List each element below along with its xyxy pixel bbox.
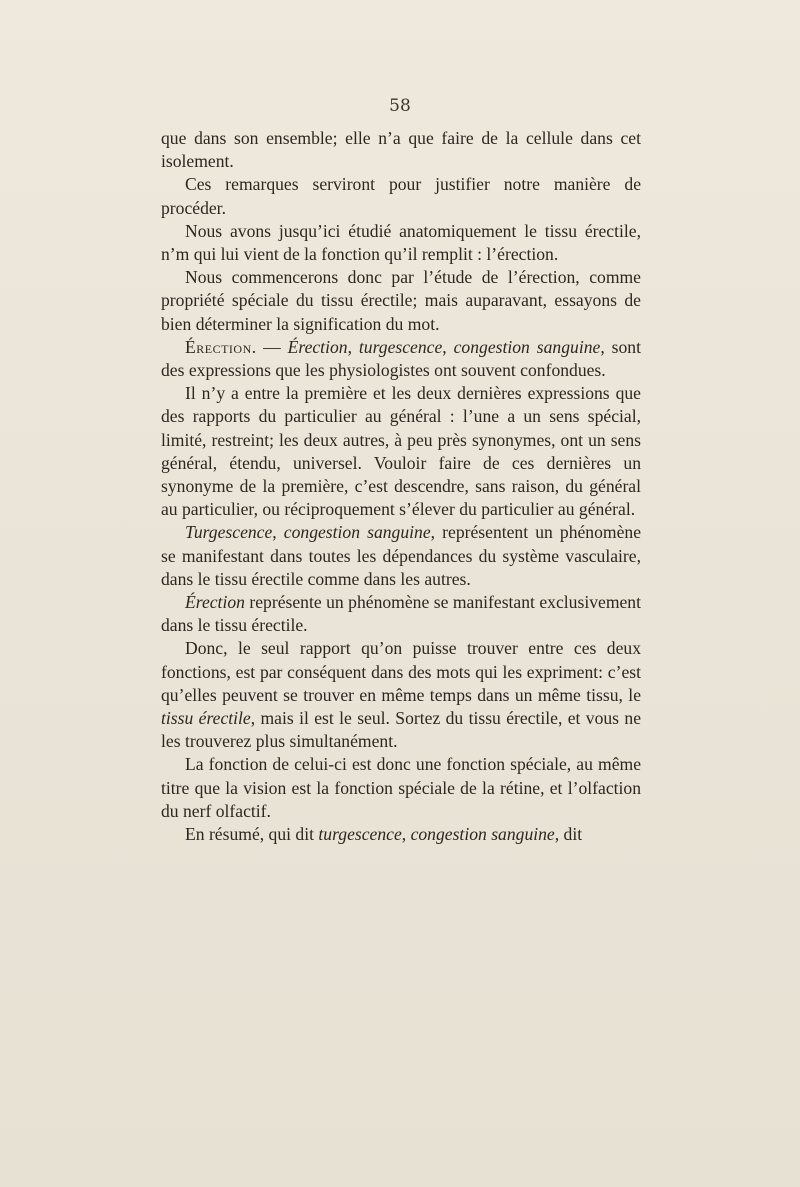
- italic-run: tissu érectile: [161, 708, 251, 729]
- italic-run: Érection: [185, 592, 245, 613]
- text-run: , sont des expressions que les physiologistes ont souvent confondues.: [161, 336, 641, 381]
- text-run: , mais il est le seul. Sortez du tissu érectile, et vous ne les trouverez plus simultanément.: [161, 708, 641, 752]
- paragraph: [161, 591, 641, 637]
- page-number: 58: [389, 96, 411, 116]
- text-run: ,: [401, 824, 411, 845]
- italic-run: turgescence: [318, 824, 402, 845]
- paragraph: [161, 521, 641, 591]
- text-run: Ces remarques serviront pour justifier notre manière de procéder.: [161, 174, 641, 218]
- text-run: représente un phénomène se manifestant exclusivement dans le tissu érectile.: [161, 592, 641, 636]
- italic-run: congestion sanguine: [453, 336, 601, 357]
- italic-run: Érection: [287, 336, 348, 357]
- paragraph: [161, 753, 641, 823]
- paragraph: [161, 382, 641, 521]
- text-run: ,: [347, 336, 359, 357]
- text-run: , représentent un phénomène se manifestant dans toutes les dépendances du système vasculaire, dans le tissu érectile comme dans les autres.: [161, 522, 641, 589]
- text-run: En résumé, qui dit: [185, 824, 319, 845]
- body-text: [161, 127, 641, 846]
- text-run: ,: [442, 336, 454, 357]
- text-run: , dit: [554, 824, 583, 845]
- paragraph: [161, 173, 641, 219]
- italic-run: Turgescence: [185, 522, 273, 543]
- text-run: Donc, le seul rapport qu’on puisse trouver entre ces deux fonctions, est par conséquent dans des mots qui les expriment: c’est qu’elles peuvent se trouver en même temps dans un même tissu, le: [161, 638, 641, 705]
- text-run: Nous commencerons donc par l’étude de l’érection, comme propriété spéciale du tissu érectile; mais auparavant, essayons de bien déterminer la signification du mot.: [161, 267, 641, 334]
- italic-run: congestion sanguine: [410, 824, 555, 845]
- text-run: . —: [251, 336, 288, 357]
- paragraph: [161, 127, 641, 173]
- paragraph: [161, 637, 641, 753]
- text-run: La fonction de celui-ci est donc une fonction spéciale, au même titre que la vision est la fonction spéciale de la rétine, et l’olfaction du nerf olfactif.: [161, 754, 641, 821]
- paragraph: [161, 823, 641, 846]
- paragraph: [161, 336, 641, 382]
- italic-run: turgescence: [358, 336, 443, 357]
- small-caps-run: Érection: [185, 336, 252, 357]
- paragraph: [161, 266, 641, 336]
- text-run: ,: [272, 522, 284, 543]
- text-run: que dans son ensemble; elle n’a que faire de la cellule dans cet isolement.: [161, 128, 641, 172]
- paragraph: [161, 220, 641, 266]
- text-run: Il n’y a entre la première et les deux dernières expressions que des rapports du particulier au général : l’une a un sens spécial, limité, restreint; les deux autres, à peu près synonymes, ont un sens général, étendu, universel. Vouloir faire de ces dernières un synonyme de la première, c’est descendre, sans raison, du général au particulier, ou réciproquement s’élever du particulier au général.: [161, 383, 641, 520]
- italic-run: congestion sanguine: [283, 522, 431, 543]
- text-run: Nous avons jusqu’ici étudié anatomiquement le tissu érectile, n’m qui lui vient de la fonction qu’il remplit : l’érection.: [161, 220, 641, 265]
